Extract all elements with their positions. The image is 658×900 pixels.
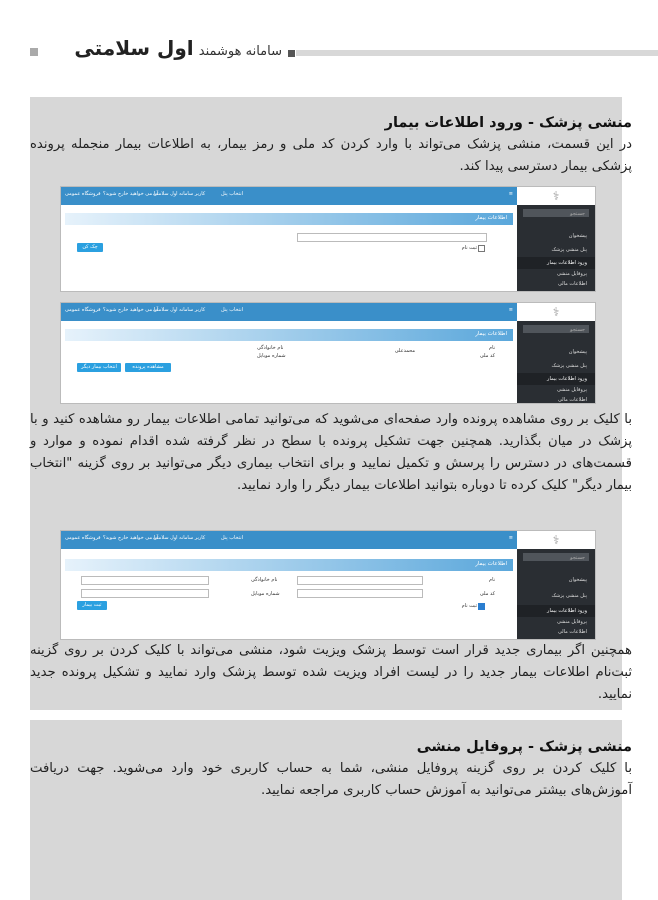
screenshot-patient-login (60, 186, 596, 292)
national-code-input[interactable] (297, 589, 423, 598)
name-label: نام (488, 577, 495, 583)
topnav-item[interactable]: کاربر سامانه اول سلامتی (153, 191, 206, 197)
sidebar-item-dashboard[interactable]: پیشخوان (568, 349, 587, 355)
band-title: اطلاعات بیمار (475, 561, 507, 567)
menu-icon[interactable]: ≡ (508, 535, 513, 541)
search-label: جستجو (570, 211, 585, 217)
family-label: نام خانوادگی (251, 577, 278, 583)
sidebar-item-finance[interactable]: اطلاعات مالی (557, 397, 587, 403)
sidebar-item-patient-entry[interactable]: ورود اطلاعات بیمار (547, 260, 587, 266)
national-code-input[interactable] (297, 233, 487, 242)
view-file-button[interactable]: مشاهده پرونده (125, 363, 171, 372)
section1-para3: همچنین اگر بیماری جدید قرار است توسط پزشک ویزیت شود، منشی می‌تواند با کلیک کردن بر روی گزینه ثبت‌نام اطلاعات بیمار جدید را در لیست افراد ویزیت شده توسط پزشک وارد نمایید و تشکیل پرونده جدید نمایید. (30, 643, 632, 702)
screenshot-patient-found (60, 302, 596, 404)
app-topnav (61, 303, 517, 321)
sidebar-item-profile[interactable]: پروفایل منشی (556, 387, 587, 393)
search-label: جستجو (570, 327, 585, 333)
section2-content (30, 736, 632, 802)
logo-icon: ⚕ (517, 187, 595, 205)
topnav-item[interactable]: کاربر سامانه اول سلامتی (153, 307, 206, 313)
band-title: اطلاعات بیمار (475, 215, 507, 221)
check-button[interactable]: چک کن (77, 243, 103, 252)
header-subtitle: سامانه هوشمند (198, 44, 282, 59)
patient-info-band (65, 213, 513, 225)
sidebar-item-secretary-panel[interactable]: پنل منشی پزشک (551, 593, 587, 599)
page-header (0, 36, 658, 70)
header-title (74, 36, 288, 60)
other-patient-button[interactable]: انتخاب بیمار دیگر (77, 363, 121, 372)
name-value: محمدعلی (394, 348, 415, 354)
topnav-item[interactable]: انتخاب پنل (221, 191, 244, 197)
register-label: ثبت نام (461, 603, 477, 609)
sidebar-item-finance[interactable]: اطلاعات مالی (557, 281, 587, 287)
topnav-item[interactable]: انتخاب پنل (221, 307, 244, 313)
topnav-item[interactable]: آیا می خواهید خارج شوید؟ (103, 191, 159, 197)
name-label: نام (488, 345, 495, 351)
menu-icon[interactable]: ≡ (508, 191, 513, 197)
mobile-input[interactable] (81, 589, 209, 598)
sidebar-item-profile[interactable]: پروفایل منشی (556, 271, 587, 277)
mobile-label: شماره موبایل (257, 353, 286, 359)
header-rule (296, 50, 658, 56)
section1-intro-text: در این قسمت، منشی پزشک می‌تواند با وارد کردن کد ملی و رمز بیمار، به اطلاعات بیمار منجمله پرونده پزشکی بیمار دسترسی پیدا کند. (30, 137, 632, 174)
family-input[interactable] (81, 576, 209, 585)
sidebar-item-finance[interactable]: اطلاعات مالی (557, 629, 587, 635)
sidebar-item-dashboard[interactable]: پیشخوان (568, 233, 587, 239)
screenshot-register-patient (60, 530, 596, 640)
section1-intro (30, 112, 632, 178)
patient-info-band (65, 559, 513, 571)
topnav-item[interactable]: کاربر سامانه اول سلامتی (153, 535, 206, 541)
sidebar-item-profile[interactable]: پروفایل منشی (556, 619, 587, 625)
name-input[interactable] (297, 576, 423, 585)
header-square (288, 50, 295, 57)
app-sidebar (517, 531, 595, 639)
family-label: نام خانوادگی (257, 345, 284, 351)
register-patient-button[interactable]: ثبت بیمار (77, 601, 107, 610)
national-code-label: کد ملی (479, 353, 495, 359)
topnav-item[interactable]: فروشگاه عمومی (65, 307, 101, 313)
topnav-item[interactable]: فروشگاه عمومی (65, 191, 101, 197)
app-sidebar (517, 303, 595, 403)
header-brand: اول سلامتی (74, 36, 194, 60)
sidebar-item-secretary-panel[interactable]: پنل منشی پزشک (551, 247, 587, 253)
section2-text: با کلیک کردن بر روی گزینه پروفایل منشی، شما به حساب کاربری خود وارد می‌شوید. جهت دریافت آموزش‌های بیشتر می‌توانید به آموزش حساب کاربری مراجعه نمایید. (30, 761, 632, 798)
register-checkbox[interactable] (478, 245, 485, 252)
topnav-item[interactable]: فروشگاه عمومی (65, 535, 101, 541)
topnav-item[interactable]: آیا می خواهید خارج شوید؟ (103, 307, 159, 313)
sidebar-item-secretary-panel[interactable]: پنل منشی پزشک (551, 363, 587, 369)
register-label: ثبت نام (461, 245, 477, 251)
section1-para2: با کلیک بر روی مشاهده پرونده وارد صفحه‌ای می‌شوید که می‌توانید تمامی اطلاعات بیمار رو مشاهده کنید و با پزشک در میان بگذارید. همچنین جهت تشکیل پرونده با سطح در نظر گرفته شده اقدام نموده و موارد و قسمت‌های در دسترس را پرسش و تکمیل نمایید و برای انتخاب بیماری دیگر می‌توانید بر روی گزینه "انتخاب بیمار دیگر" کلیک کرده تا دوباره بتوانید اطلاعات بیمار دیگر را وارد نمایید. (30, 412, 632, 493)
search-label: جستجو (570, 555, 585, 561)
app-topnav (61, 187, 517, 205)
header-square-left (30, 48, 38, 56)
section2-title: منشی پزشک - پروفایل منشی (416, 739, 632, 755)
mobile-label: شماره موبایل (251, 591, 280, 597)
topnav-item[interactable]: آیا می خواهید خارج شوید؟ (103, 535, 159, 541)
national-code-label: کد ملی (479, 591, 495, 597)
menu-icon[interactable]: ≡ (508, 307, 513, 313)
band-title: اطلاعات بیمار (475, 331, 507, 337)
section1-title: منشی پزشک - ورود اطلاعات بیمار (384, 115, 632, 131)
app-topnav (61, 531, 517, 549)
topnav-item[interactable]: انتخاب پنل (221, 535, 244, 541)
logo-icon: ⚕ (517, 303, 595, 321)
register-checkbox[interactable] (478, 603, 485, 610)
sidebar-item-patient-entry[interactable]: ورود اطلاعات بیمار (547, 376, 587, 382)
logo-icon: ⚕ (517, 531, 595, 549)
app-sidebar (517, 187, 595, 291)
sidebar-item-dashboard[interactable]: پیشخوان (568, 577, 587, 583)
sidebar-item-patient-entry[interactable]: ورود اطلاعات بیمار (547, 608, 587, 614)
patient-info-band (65, 329, 513, 341)
